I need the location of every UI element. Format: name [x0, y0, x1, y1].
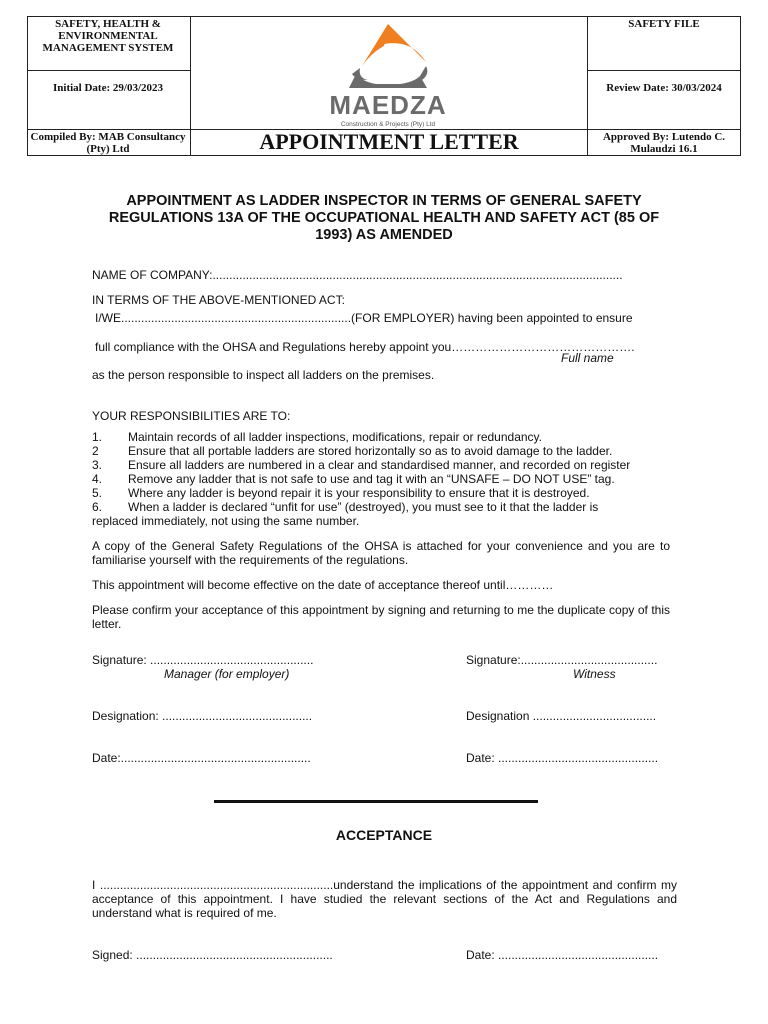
effective-date-line: This appointment will become effective on the date of acceptance thereof until…………: [92, 578, 554, 592]
list-number: 3.: [92, 458, 103, 472]
witness-date-line: Date: ................................................: [466, 751, 659, 765]
compiled-by: Compiled By: MAB Consultancy (Pty) Ltd: [30, 131, 186, 155]
system-title: SAFETY, HEALTH & ENVIRONMENTAL MANAGEMENT SYSTEM: [42, 18, 174, 54]
manager-designation-line: Designation: .............................................: [92, 709, 313, 723]
acceptance-paragraph: I ......................................................................understand the implications of the appointment and confirm my acceptance of this appointment. I have studied the relevant sections of the Act and Regulations and understand what is required of me.: [92, 878, 677, 920]
list-number: 6.: [92, 500, 103, 514]
page-heading: APPOINTMENT AS LADDER INSPECTOR IN TERMS OF GENERAL SAFETY REGULATIONS 13A OF THE OCCUPATIONAL HEALTH AND SAFETY ACT (85 OF 1993) AS AMENDED: [108, 193, 660, 243]
list-text: Remove any ladder that is not safe to use and tag it with an “UNSAFE – DO NOT USE” tag.: [128, 472, 615, 486]
list-text: Ensure all ladders are numbered in a clear and standardised manner, and recorded on register: [128, 458, 631, 472]
full-name-caption: Full name: [561, 351, 614, 365]
list-item: [92, 430, 670, 444]
list-number: 1.: [92, 430, 103, 444]
list-item-continuation: replaced immediately, not using the same number.: [92, 514, 360, 528]
regulations-copy-paragraph: A copy of the General Safety Regulations of the OHSA is attached for your convenience and you are to familiarise yourself with the requirements of the regulations.: [92, 539, 670, 567]
document-title: APPOINTMENT LETTER: [259, 129, 519, 154]
list-item: [92, 458, 670, 472]
list-item: [92, 472, 670, 486]
approved-by: Approved By: Lutendo C. Mulaudzi 16.1: [602, 131, 726, 155]
acceptance-date-line: Date: ................................................: [466, 948, 659, 962]
list-text: When a ladder is declared “unfit for use” (destroyed), you must see to it that the ladder is: [128, 500, 599, 514]
employer-line: I/WE.....................................................................(FOR EMPLOYER) having been appointed to ensure: [95, 311, 633, 325]
act-reference: IN TERMS OF THE ABOVE-MENTIONED ACT:: [92, 293, 345, 307]
responsibilities-list: [92, 430, 670, 528]
witness-signature-line: Signature:.........................................: [466, 653, 658, 667]
manager-date-line: Date:.........................................................: [92, 751, 311, 765]
acceptance-signed-line: Signed: ...........................................................: [92, 948, 333, 962]
list-number: 4.: [92, 472, 103, 486]
list-text: Maintain records of all ladder inspections, modifications, repair or redundancy.: [128, 430, 542, 444]
company-name-line: NAME OF COMPANY:...........................................................................................................................: [92, 268, 623, 282]
list-text: Ensure that all portable ladders are stored horizontally so as to avoid damage to the ladder.: [128, 444, 613, 458]
review-date: Review Date: 30/03/2024: [606, 82, 722, 94]
section-divider: [214, 800, 538, 803]
initial-date: Initial Date: 29/03/2023: [53, 82, 163, 94]
acceptance-title: ACCEPTANCE: [335, 827, 433, 843]
list-item: [92, 486, 670, 500]
confirmation-paragraph: Please confirm your acceptance of this appointment by signing and returning to me the duplicate copy of this letter.: [92, 603, 670, 631]
list-text: Where any ladder is beyond repair it is your responsibility to ensure that it is destroyed.: [128, 486, 590, 500]
witness-caption: Witness: [573, 667, 616, 681]
witness-designation-line: Designation .....................................: [466, 709, 657, 723]
list-item: [92, 444, 670, 458]
header-divider: [587, 70, 741, 71]
compliance-line: full compliance with the OHSA and Regulations hereby appoint you……………………………………….: [95, 340, 635, 354]
list-number: 5.: [92, 486, 103, 500]
list-number: 2: [92, 444, 99, 458]
manager-signature-line: Signature: .................................................: [92, 653, 314, 667]
responsibilities-title: YOUR RESPONSIBILITIES ARE TO:: [92, 409, 291, 423]
responsibility-statement: as the person responsible to inspect all ladders on the premises.: [92, 368, 435, 382]
safety-file-label: SAFETY FILE: [628, 18, 700, 30]
manager-caption: Manager (for employer): [164, 667, 290, 681]
logo-subtitle: Construction & Projects (Pty) Ltd: [340, 121, 436, 128]
list-item: [92, 500, 670, 514]
logo-wordmark: MAEDZA: [329, 90, 447, 120]
header-divider: [28, 70, 190, 71]
